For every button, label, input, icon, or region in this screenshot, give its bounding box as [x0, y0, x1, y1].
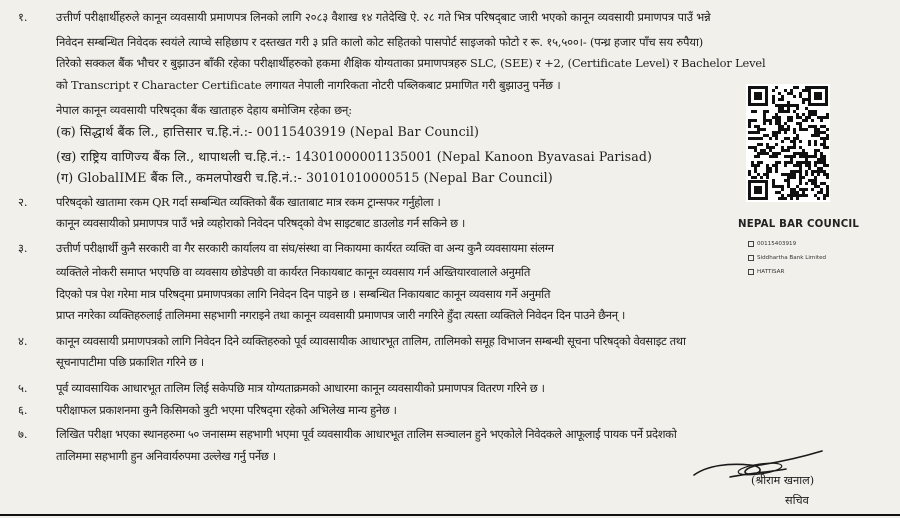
- item7-line-1: लिखित परीक्षा भएका स्थानहरुमा ५० जनासम्म सहभागी भएमा पूर्व व्यवसायीक आधारभूत तालिम सञ्चालन हुने भएकोले निवेदकले आफूलाई पायक पर्ने प्रदेशको: [56, 427, 677, 441]
- bank-intro: नेपाल कानून व्यवसायी परिषद्‌का बैंक खाताहरु देहाय बमोजिम रहेका छन्:: [56, 103, 352, 117]
- item2-line-2: कानून व्यवसायीको प्रमाणपत्र पाउँ भन्ने व्यहोराको निवेदन परिषद्‌को वेभ साइटबाट डाउलोड गर्न सकिने छ ।: [56, 216, 465, 230]
- card-icon: [748, 241, 754, 247]
- item3-line-4: प्राप्त नगरेका व्यक्तिहरुलाई तालिममा सहभागी नगराइने तथा कानून व्यवसायी प्रमाणपत्र जारी नगरिने हुँदा त्यस्ता व्यक्तिले निवेदन दिन पाउने छैनन् ।: [56, 308, 625, 322]
- item3-line-2: व्यक्तिले नोकरी समाप्त भएपछि वा व्यवसाय छोडेपछी वा कार्यरत निकायबाट कानून व्यवसाय गर्न अख्तियारवालाले अनुमति: [56, 265, 530, 279]
- item-number-7: ७.: [18, 427, 28, 441]
- item4-line-2: सूचनापाटीमा पछि प्रकाशित गरिने छ ।: [56, 355, 204, 369]
- item1-line-1: उत्तीर्ण परीक्षार्थीहरुले कानून व्यवसायी प्रमाणपत्र लिनको लागि २०८३ वैशाख १४ गतेदेखि ऐ. २८ गते भित्र परिषद्‌बाट जारी भएको कानून व्यवसायी प्रमाणपत्र पाउँ भन्ने: [56, 10, 711, 24]
- signatory-name: (श्रीराम खनाल): [751, 474, 815, 487]
- item1-line-4: को Transcript र Character Certificate लगायत नेपाली नागरिकता नोटरी पब्लिकबाट प्रमाणित गरी बुझाउनु पर्नेछ ।: [56, 78, 561, 92]
- signatory-post: सचिव: [785, 494, 809, 507]
- item-number-4: ४.: [18, 334, 28, 348]
- item6-line-1: परीक्षाफल प्रकाशनमा कुनै किसिमको त्रुटी भएमा परिषद्‌मा रहेको अभिलेख मान्य हुनेछ ।: [56, 403, 397, 417]
- building-icon: [748, 269, 754, 275]
- qr-code-icon: [746, 84, 830, 202]
- item4-line-1: कानून व्यवसायी प्रमाणपत्रको लागि निवेदन दिने व्यक्तिहरुको पूर्व व्यावसायीक आधारभूत तालिम, तालिमको समूह विभाजन सम्बन्धी सूचना परिषद्‌को वेवसाइट तथा: [56, 334, 686, 348]
- item1-line-3: तिरेको सक्कल बैंक भौचर र बुझाउन बाँकी रहेका परीक्षार्थीहरुको हकमा शैक्षिक योग्यताका प्रमाणपत्रहरु SLC, (SEE) र +2, (Certificate Level) र Bachelor Level: [56, 56, 766, 70]
- qr-branch: HATTISAR: [748, 269, 784, 275]
- item-number-5: ५.: [18, 381, 28, 395]
- qr-account-number: 00115403919: [748, 241, 796, 247]
- item2-line-1: परिषद्‌को खातामा रकम QR गर्दा सम्बन्धित व्यक्तिको बैंक खाताबाट मात्र रकम ट्रान्सफर गर्नुहोला ।: [56, 195, 441, 209]
- item-number-1: १.: [18, 10, 28, 24]
- bank-icon: [748, 255, 754, 261]
- item3-line-3: दिएको पत्र पेश गरेमा मात्र परिषद्‌मा प्रमाणपत्रका लागि निवेदन दिन पाइने छ । सम्बन्धित निकायबाट कानून व्यवसाय गर्ने अनुमति: [56, 287, 551, 301]
- item-number-3: ३.: [18, 241, 28, 255]
- payment-qr-code: [746, 84, 830, 202]
- item7-line-2: तालिममा सहभागी हुन अनिवार्यरुपमा उल्लेख गर्नु पर्नेछ ।: [56, 449, 276, 463]
- item1-line-2: निवेदन सम्बन्धित निवेदक स्वयंले त्याप्चे सहिछाप र दस्तखत गरी ३ प्रति कालो कोट सहितको पासपोर्ट साइजको फोटो र रू. १५,५००।- (पन्ध्र हजार पाँच सय रुपैया): [56, 35, 704, 49]
- item5-line-1: पूर्व व्यावसायिक आधारभूत तालिम लिई सकेपछि मात्र योग्यताक्रमको आधारमा कानून व्यवसायीको प्रमाणपत्र वितरण गरिने छ ।: [56, 381, 545, 395]
- bank-account-siddhartha: (क) सिद्धार्थ बैंक लि., हात्तिसार च.हि.नं.:- 00115403919 (Nepal Bar Council): [56, 124, 479, 139]
- item-number-2: २.: [18, 195, 28, 209]
- qr-title: NEPAL BAR COUNCIL: [738, 219, 860, 230]
- item3-line-1: उत्तीर्ण परीक्षार्थी कुनै सरकारी वा गैर सरकारी कार्यालय वा संघ/संस्था वा निकायमा कार्यरत व्यक्ति वा अन्य कुनै व्यवसायमा संलग्न: [56, 241, 554, 255]
- bottom-divider: [0, 514, 900, 516]
- bank-account-rastriya-banijya: (ख) राष्ट्रिय वाणिज्य बैंक लि., थापाथली च.हि.नं.:- 14301000001135001 (Nepal Kanoon Byavasai Parisad): [56, 149, 653, 164]
- bank-account-globalime: (ग) GlobalIME बैंक लि., कमलपोखरी च.हि.नं.:- 30101010000515 (Nepal Bar Council): [56, 170, 553, 185]
- qr-bank-name: Siddhartha Bank Limited: [748, 255, 826, 261]
- item-number-6: ६.: [18, 403, 28, 417]
